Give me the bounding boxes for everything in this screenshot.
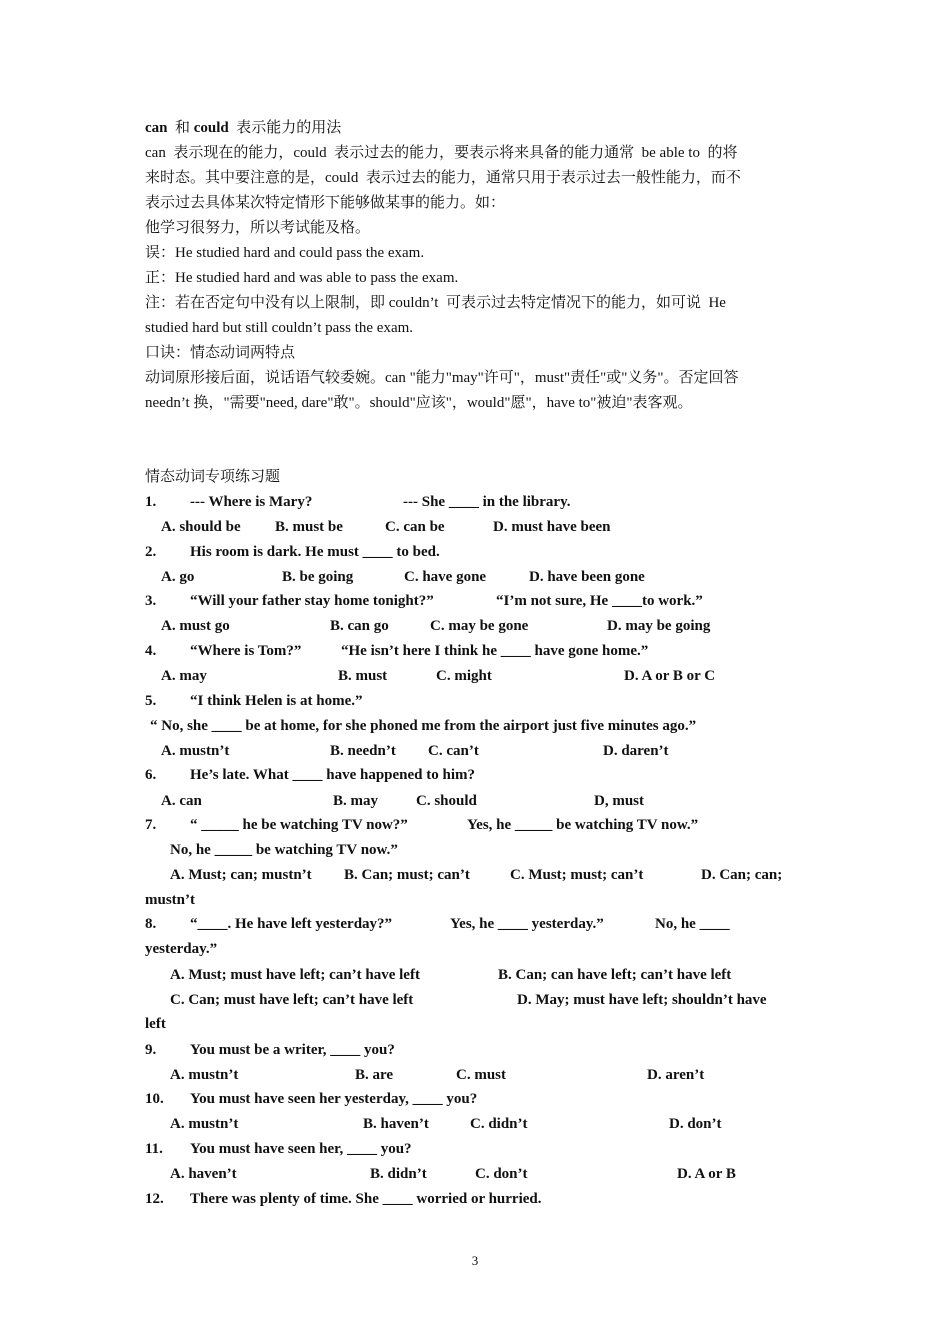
question-text: Yes, he _____ be watching TV now.” — [467, 817, 699, 833]
option-c: C. can be — [385, 519, 445, 535]
option-b: B. must be — [275, 519, 343, 535]
option-d: D. May; must have left; shouldn’t have — [517, 992, 767, 1008]
question-text: He’s late. What ____ have happened to him? — [190, 767, 476, 783]
heading-rest: 表示能力的用法 — [236, 120, 342, 136]
option-b: B. be going — [282, 569, 354, 585]
option-a: A. can — [161, 793, 202, 809]
exercise-title: 情态动词专项练习题 — [145, 469, 281, 485]
question-text: His room is dark. He must ____ to bed. — [190, 544, 440, 560]
option-c: C. have gone — [404, 569, 487, 585]
option-b: B. Can; must; can’t — [344, 867, 470, 883]
option-d: D. A or B or C — [624, 668, 716, 684]
question-number: 11. — [145, 1141, 163, 1157]
question-text: “ _____ he be watching TV now?” — [190, 817, 408, 833]
option-d: D. A or B — [677, 1166, 736, 1182]
page-number: 3 — [471, 1253, 479, 1268]
question-number: 2. — [145, 544, 157, 560]
option-b: B. may — [333, 793, 378, 809]
question-text: “He isn’t here I think he ____ have gone home.” — [341, 643, 649, 659]
example-cn: 他学习很努力，所以考试能及格。 — [145, 220, 371, 236]
option-d: D. may be going — [607, 618, 711, 634]
example-right: 正：He studied hard and was able to pass the exam. — [145, 270, 459, 286]
option-d: D. aren’t — [647, 1067, 705, 1083]
question-text-cont: yesterday.” — [145, 941, 218, 957]
option-c: C. don’t — [475, 1166, 528, 1182]
option-a: A. go — [161, 569, 195, 585]
question-text: “ No, she ____ be at home, for she phoned me from the airport just five minutes ago.” — [150, 718, 697, 734]
option-d: D. Can; can; — [701, 867, 783, 883]
option-a: A. mustn’t — [161, 743, 230, 759]
question-text: There was plenty of time. She ____ worried or hurried. — [190, 1191, 542, 1207]
question-number: 12. — [145, 1191, 164, 1207]
question-text: “____. He have left yesterday?” — [190, 916, 393, 932]
mnemonic-line-1: 动词原形接后面，说话语气较委婉。can "能力"may"许可"，must"责任"或"义务"。否定回答 — [145, 370, 739, 386]
option-a: A. should be — [161, 519, 241, 535]
question-number: 5. — [145, 693, 157, 709]
option-a: A. haven’t — [170, 1166, 237, 1182]
question-number: 3. — [145, 593, 157, 609]
option-d: D. don’t — [669, 1116, 722, 1132]
option-a: A. must go — [161, 618, 230, 634]
option-b: B. haven’t — [363, 1116, 429, 1132]
option-c: C. Must; must; can’t — [510, 867, 644, 883]
question-text: You must have seen her, ____ you? — [190, 1141, 412, 1157]
option-c: C. can’t — [428, 743, 479, 759]
option-a: A. mustn’t — [170, 1067, 239, 1083]
option-d: D. daren’t — [603, 743, 669, 759]
option-a: A. Must; can; mustn’t — [170, 867, 312, 883]
question-text: You must have seen her yesterday, ____ you? — [190, 1091, 478, 1107]
option-d: D. have been gone — [529, 569, 645, 585]
note-line-2: studied hard but still couldn’t pass the exam. — [145, 320, 414, 336]
question-number: 10. — [145, 1091, 164, 1107]
option-d: D, must — [594, 793, 645, 809]
option-b: B. Can; can have left; can’t have left — [498, 967, 732, 983]
note-line-1: 注：若在否定句中没有以上限制，即 couldn’t 可表示过去特定情况下的能力，如可说 He — [145, 295, 726, 311]
question-number: 1. — [145, 494, 157, 510]
mnemonic-title: 口诀：情态动词两特点 — [145, 345, 296, 361]
intro-line-1: can 表示现在的能力，could 表示过去的能力，要表示将来具备的能力通常 be able to 的将 — [145, 145, 738, 161]
question-text: “Will your father stay home tonight?” — [190, 593, 434, 609]
example-wrong: 误：He studied hard and could pass the exam. — [145, 245, 425, 261]
question-text: --- She ____ in the library. — [403, 494, 571, 510]
option-a: A. Must; must have left; can’t have left — [170, 967, 420, 983]
option-c: C. didn’t — [470, 1116, 528, 1132]
option-c: C. might — [436, 668, 492, 684]
question-number: 6. — [145, 767, 157, 783]
intro-line-2: 来时态。其中要注意的是，could 表示过去的能力，通常只用于表示过去一般性能力，而不 — [145, 170, 741, 186]
option-c: C. must — [456, 1067, 507, 1083]
option-b: B. needn’t — [330, 743, 396, 759]
option-b: B. didn’t — [370, 1166, 427, 1182]
question-number: 8. — [145, 916, 157, 932]
mnemonic-line-2: needn’t 换，"需要"need, dare"敢"。should"应该"，would"愿"，have to"被迫"表客观。 — [145, 395, 693, 411]
heading-could: could — [193, 120, 229, 136]
option-d-cont: mustn’t — [145, 892, 196, 908]
option-d-cont: left — [145, 1016, 166, 1032]
question-text: “I think Helen is at home.” — [190, 693, 363, 709]
option-b: B. can go — [330, 618, 389, 634]
option-c: C. should — [416, 793, 477, 809]
option-b: B. must — [338, 668, 388, 684]
option-c: C. may be gone — [430, 618, 529, 634]
option-d: D. must have been — [493, 519, 611, 535]
question-text: You must be a writer, ____ you? — [190, 1042, 395, 1058]
question-text: No, he _____ be watching TV now.” — [170, 842, 398, 858]
section-heading — [145, 118, 341, 138]
question-number: 7. — [145, 817, 157, 833]
question-text: --- Where is Mary? — [190, 494, 313, 510]
question-text: “I’m not sure, He ____to work.” — [496, 593, 703, 609]
heading-can: can — [145, 120, 168, 136]
option-c: C. Can; must have left; can’t have left — [170, 992, 414, 1008]
question-text: Yes, he ____ yesterday.” — [450, 916, 604, 932]
question-number: 9. — [145, 1042, 157, 1058]
question-number: 4. — [145, 643, 157, 659]
option-a: A. may — [161, 668, 207, 684]
option-a: A. mustn’t — [170, 1116, 239, 1132]
option-b: B. are — [355, 1067, 394, 1083]
heading-he: 和 — [175, 120, 191, 136]
question-text: “Where is Tom?” — [190, 643, 302, 659]
intro-line-3: 表示过去具体某次特定情形下能够做某事的能力。如： — [145, 195, 506, 211]
question-text: No, he ____ — [655, 916, 730, 932]
